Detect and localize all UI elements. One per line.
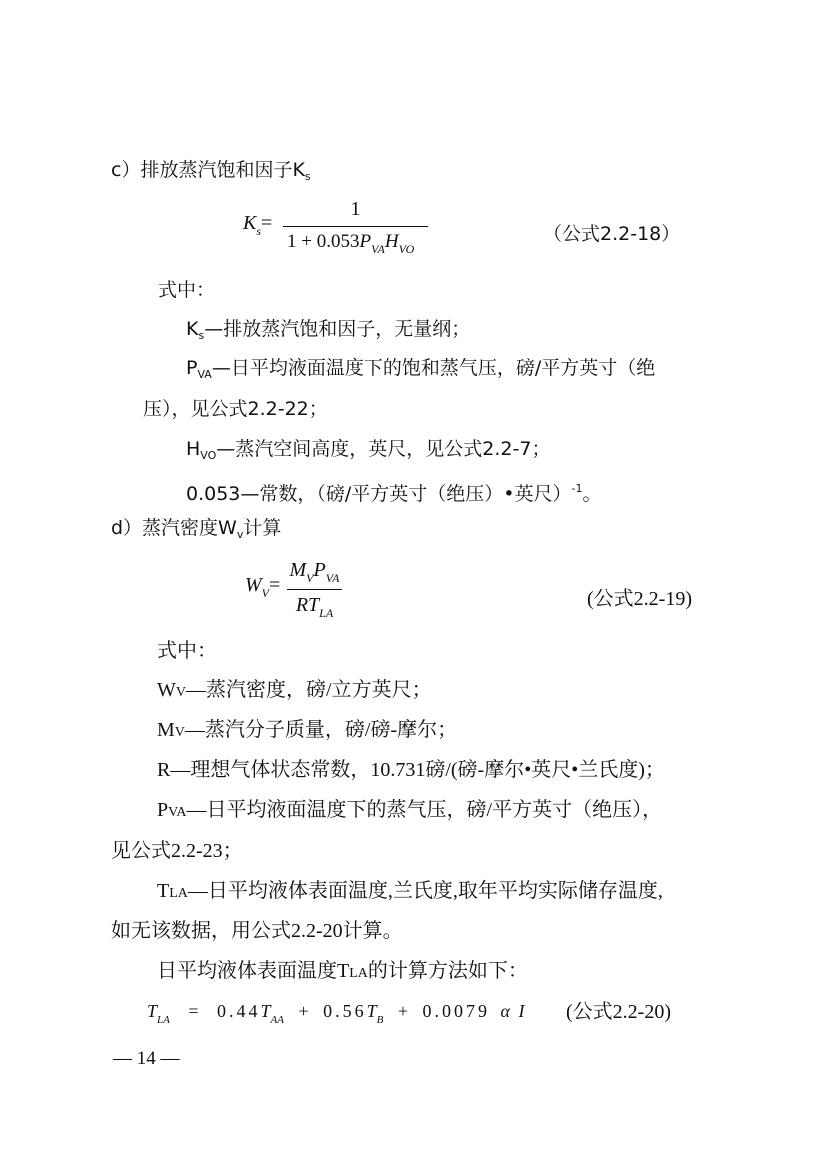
formula-ks-fraction-bar	[283, 226, 428, 227]
section-d-heading: d）蒸汽密度$W_v$计算	[111, 517, 282, 541]
section-c-heading: c）排放蒸汽饱和因子$K_s$	[111, 159, 311, 183]
def-tla: TLA—日平均液体表面温度,兰氏度,取年平均实际储存温度,	[157, 880, 663, 902]
def-r: R—理想气体状态常数，10.731磅/(磅-摩尔•英尺•兰氏度)；	[157, 759, 665, 781]
formula-number-2-2-20: (公式2.2-20)	[566, 1001, 671, 1023]
formula-ks-lhs: $K_s=$	[243, 212, 273, 238]
formula-ks-denominator: $1 + 0.053P_{VA}H_{VO}$	[287, 231, 415, 256]
def-pva: $P_{VA}—$日平均液面温度下的饱和蒸气压，磅/平方英寸（绝	[186, 357, 656, 381]
def-pva-d: PVA—日平均液面温度下的蒸气压，磅/平方英寸（绝压），	[157, 799, 663, 821]
formula-number-2-2-19: (公式2.2-19)	[587, 588, 692, 610]
formula-tla: $T_{LA} = 0.44T_{AA} + 0.56T_B + 0.0079$ α I	[147, 1001, 525, 1026]
formula-wv-fraction-bar	[287, 589, 342, 590]
def-mv: MV—蒸汽分子质量，磅/磅-摩尔；	[157, 719, 458, 741]
formula-wv-lhs: $W_V=$	[245, 574, 281, 600]
section-c-where: 式中：	[158, 279, 216, 301]
def-constant: 0.053—常数，（磅/平方英寸（绝压）•英尺）$^{-1}$。	[186, 482, 602, 505]
formula-wv-numerator: $M_VP_{VA}$	[289, 559, 340, 585]
formula-number-2-2-18: （公式2.2-18）	[543, 223, 681, 245]
page-number: — 14 —	[113, 1048, 180, 1069]
tla-intro: 日平均液体表面温度TLA的计算方法如下：	[157, 960, 528, 982]
formula-wv-denominator: $RT_{LA}$	[295, 594, 334, 620]
def-tla-continued: 如无该数据，用公式2.2-20计算。	[111, 920, 403, 942]
def-pva-continued: 压），见公式2.2-22；	[143, 398, 328, 420]
formula-ks-numerator: 1	[350, 198, 361, 220]
section-d-where: 式中：	[157, 640, 217, 662]
def-hvo: $H_{VO}—$蒸汽空间高度，英尺，见公式2.2-7；	[186, 438, 551, 462]
def-wv: WV—蒸汽密度，磅/立方英尺；	[157, 679, 432, 701]
def-pva-d-continued: 见公式2.2-23；	[111, 840, 243, 862]
def-ks: $K_s—$排放蒸汽饱和因子，无量纲；	[186, 318, 471, 342]
